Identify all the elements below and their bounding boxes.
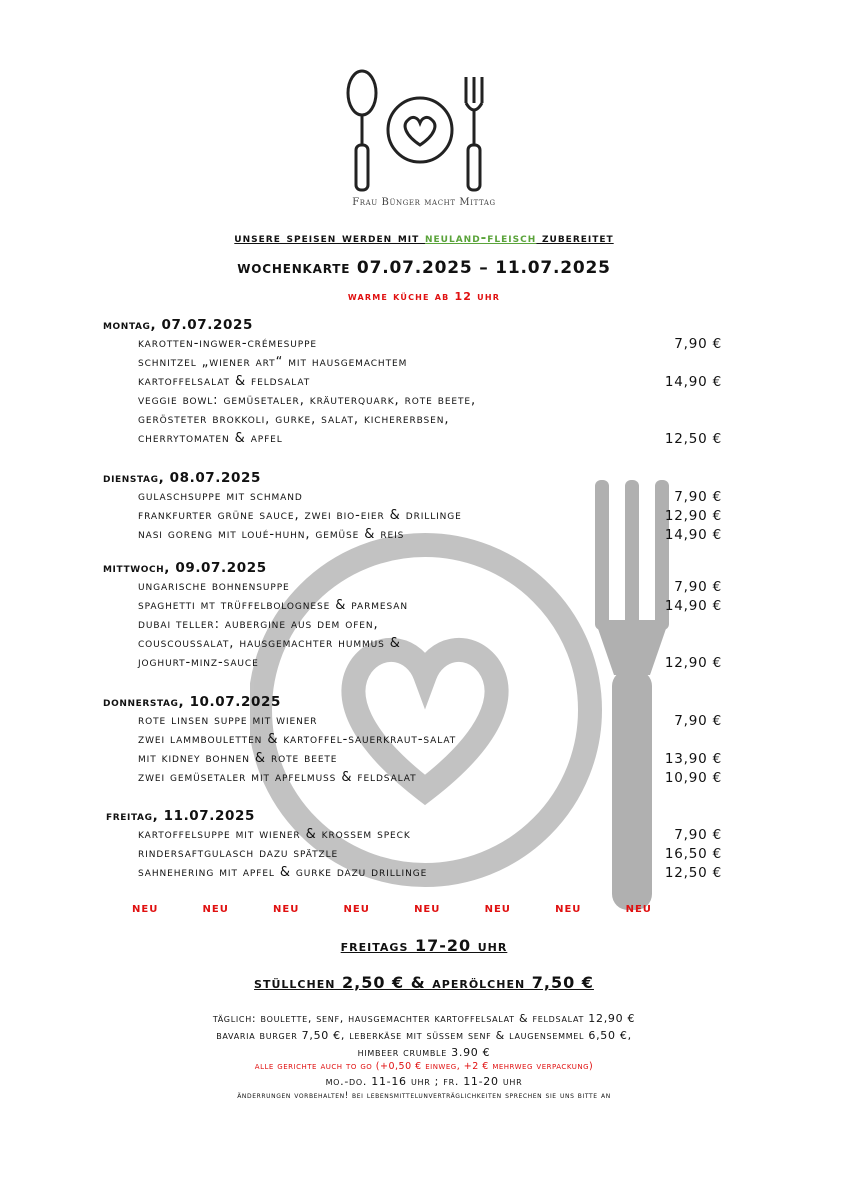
menu-item: schnitzel „wiener art“ mit hausgemachtem xyxy=(138,355,408,370)
menu-item: cherrytomaten & apfel xyxy=(138,431,283,446)
menu-item: dubai teller: aubergine aus dem ofen, xyxy=(138,617,379,632)
menu-price: 12,90 € xyxy=(664,655,722,671)
menu-item: nasi goreng mit loué-huhn, gemüse & reis xyxy=(138,527,405,542)
neu-label: neu xyxy=(555,900,582,916)
menu-price: 7,90 € xyxy=(674,336,722,352)
menu-item: zwei lammbouletten & kartoffel-sauerkraut-salat xyxy=(138,732,457,747)
menu-item: spaghetti mt trüffelbolognese & parmesan xyxy=(138,598,408,613)
menu-price: 10,90 € xyxy=(664,770,722,786)
menu-item: couscoussalat, hausgemachter hummus & xyxy=(138,636,401,651)
day-title: freitag, 11.07.2025 xyxy=(106,808,255,824)
menu-item: mit kidney bohnen & rote beete xyxy=(138,751,338,766)
neu-banner xyxy=(132,900,652,916)
menu-item: gulaschsuppe mit schmand xyxy=(138,489,303,504)
menu-price: 12,50 € xyxy=(664,431,722,447)
menu-item: frankfurter grüne sauce, zwei bio-eier & drillinge xyxy=(138,508,462,523)
menu-item: veggie bowl: gemüsetaler, kräuterquark, rote beete, xyxy=(138,393,477,408)
neu-label: neu xyxy=(273,900,300,916)
menu-price: 12,90 € xyxy=(664,508,722,524)
brand-name: Frau Bünger macht Mittag xyxy=(352,197,496,208)
neu-label: neu xyxy=(343,900,370,916)
menu-item: kartoffelsalat & feldsalat xyxy=(138,374,311,389)
neu-label: neu xyxy=(484,900,511,916)
logo-cutlery-heart xyxy=(320,65,520,195)
menu-price: 12,50 € xyxy=(664,865,722,881)
neu-label: neu xyxy=(132,900,159,916)
menu-price: 16,50 € xyxy=(664,846,722,862)
menu-price: 7,90 € xyxy=(674,827,722,843)
menu-price: 7,90 € xyxy=(674,713,722,729)
week-title: wochenkarte 07.07.2025 – 11.07.2025 xyxy=(237,258,611,278)
daily-offer-line: bavaria burger 7,50 €, leberkäse mit süssem senf & laugensemmel 6,50 €, xyxy=(216,1029,632,1042)
day-title: mittwoch, 09.07.2025 xyxy=(103,560,267,576)
daily-offer-line: täglich: boulette, senf, hausgemachter kartoffelsalat & feldsalat 12,90 € xyxy=(212,1012,636,1025)
neu-label: neu xyxy=(202,900,229,916)
friday-hours-heading: freitags 17-20 uhr xyxy=(340,936,508,955)
menu-item: gerösteter brokkoli, gurke, salat, kichererbsen, xyxy=(138,412,450,427)
menu-item: zwei gemüsetaler mit apfelmuss & feldsalat xyxy=(138,770,417,785)
menu-item: ungarische bohnensuppe xyxy=(138,579,290,594)
neu-label: neu xyxy=(414,900,441,916)
menu-item: sahnehering mit apfel & gurke dazu drillinge xyxy=(138,865,428,880)
menu-item: rindersaftgulasch dazu spätzle xyxy=(138,846,339,861)
menu-price: 14,90 € xyxy=(664,374,722,390)
opening-hours: mo.-do. 11-16 uhr ; fr. 11-20 uhr xyxy=(325,1075,523,1088)
menu-item: joghurt-minz-sauce xyxy=(138,655,259,670)
menu-item: rote linsen suppe mit wiener xyxy=(138,713,318,728)
menu-item: karotten-ingwer-crémesuppe xyxy=(138,336,317,351)
menu-price: 13,90 € xyxy=(664,751,722,767)
neuland-note: unsere speisen werden mit neuland-fleisch zubereitet xyxy=(234,230,614,246)
day-title: donnerstag, 10.07.2025 xyxy=(103,694,281,710)
day-title: montag, 07.07.2025 xyxy=(103,317,253,333)
menu-price: 14,90 € xyxy=(664,527,722,543)
daily-offer-line: himbeer crumble 3.90 € xyxy=(357,1046,491,1059)
menu-price: 7,90 € xyxy=(674,579,722,595)
menu-item: kartoffelsuppe mit wiener & krossem speck xyxy=(138,827,411,842)
to-go-note: alle gerichte auch to go (+0,50 € einweg, +2 € mehrweg verpackung) xyxy=(254,1061,594,1072)
menu-price: 7,90 € xyxy=(674,489,722,505)
warm-kitchen-note: warme küche ab 12 uhr xyxy=(347,290,501,303)
menu-price: 14,90 € xyxy=(664,598,722,614)
disclaimer: änderrungen vorbehalten! bei lebensmittelunverträglichkeiten sprechen sie uns bitte an xyxy=(237,1091,611,1101)
neuland-highlight: neuland-fleisch xyxy=(424,230,537,246)
neu-label: neu xyxy=(625,900,652,916)
day-title: dienstag, 08.07.2025 xyxy=(103,470,262,486)
stuellchen-offer: stüllchen 2,50 € & aperölchen 7,50 € xyxy=(254,973,594,992)
